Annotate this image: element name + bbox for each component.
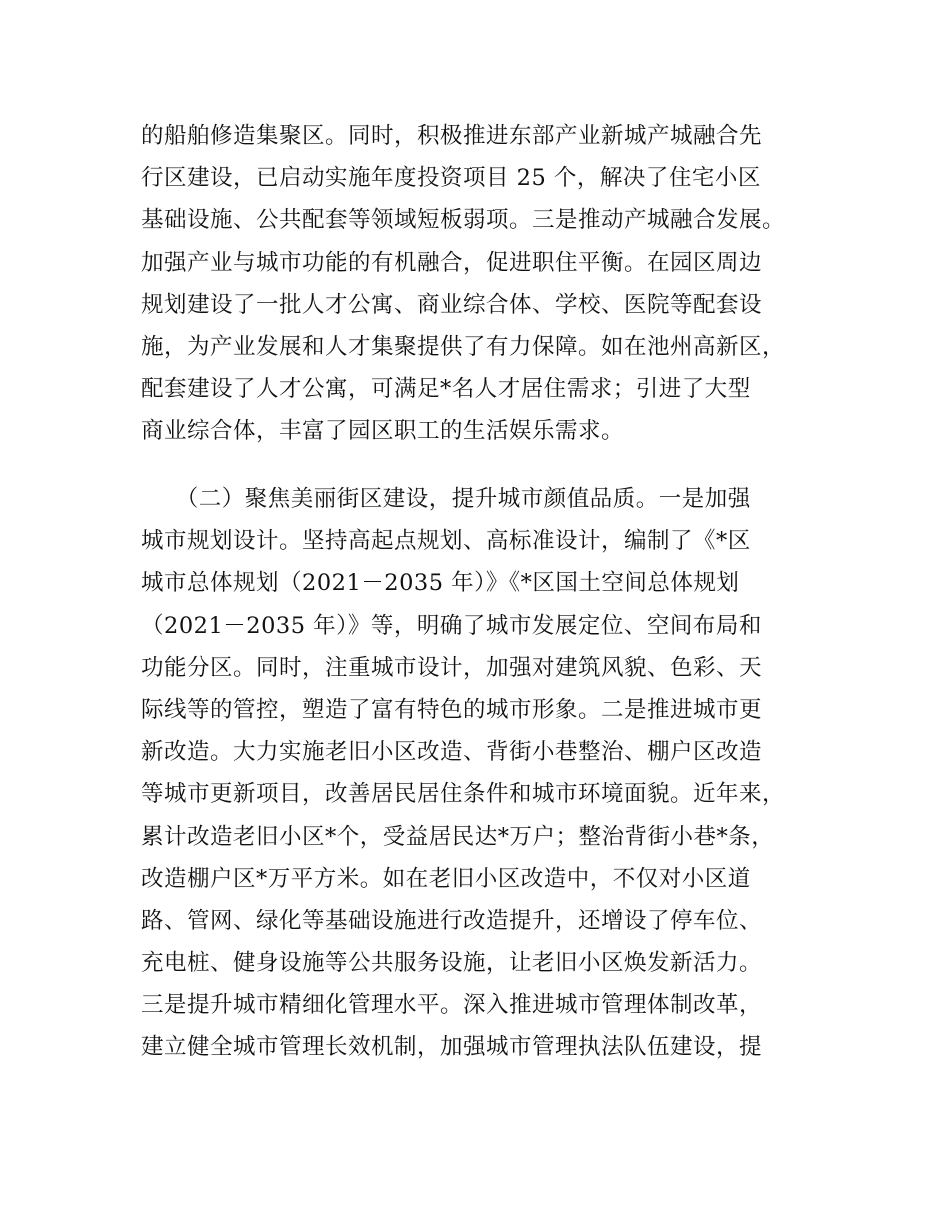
text-line: 城市总体规划（2021－2035 年）》《*区国土空间总体规划 bbox=[141, 570, 740, 597]
text-line: 行区建设，已启动实施年度投资项目 25 个，解决了住宅小区 bbox=[141, 165, 761, 192]
text-line: 的船舶修造集聚区。同时，积极推进东部产业新城产城融合先 bbox=[141, 123, 763, 149]
text-line: 配套建设了人才公寓，可满足*名人才居住需求；引进了大型 bbox=[141, 376, 751, 403]
text-line: 商业综合体，丰富了园区职工的生活娱乐需求。 bbox=[141, 418, 625, 445]
text-line: 施，为产业发展和人才集聚提供了有力保障。如在池州高新区， bbox=[141, 333, 786, 360]
text-line: 改造棚户区*万平方米。如在老旧小区改造中，不仅对小区道 bbox=[141, 865, 751, 892]
text-line: 城市规划设计。坚持高起点规划、高标准设计，编制了《*区 bbox=[141, 528, 751, 555]
text-line: 路、管网、绿化等基础设施进行改造提升，还增设了停车位、 bbox=[141, 907, 763, 934]
text-line: 加强产业与城市功能的有机融合，促进职住平衡。在园区周边 bbox=[141, 249, 763, 276]
text-line: 充电桩、健身设施等公共服务设施，让老旧小区焕发新活力。 bbox=[141, 950, 763, 977]
text-line: 际线等的管控，塑造了富有特色的城市形象。二是推进城市更 bbox=[141, 696, 763, 723]
text-line: 三是提升城市精细化管理水平。深入推进城市管理体制改革， bbox=[141, 992, 763, 1019]
text-line: 等城市更新项目，改善居民居住条件和城市环境面貌。近年来， bbox=[141, 781, 786, 808]
paragraph-2 bbox=[141, 478, 821, 1069]
text-line: 建立健全城市管理长效机制，加强城市管理执法队伍建设，提 bbox=[141, 1034, 763, 1061]
text-line: 规划建设了一批人才公寓、商业综合体、学校、医院等配套设 bbox=[141, 291, 763, 318]
text-line: （二）聚焦美丽街区建设，提升城市颜值品质。一是加强 bbox=[141, 486, 751, 512]
text-line: 功能分区。同时，注重城市设计，加强对建筑风貌、色彩、天 bbox=[141, 654, 763, 681]
text-line: （2021－2035 年）》等，明确了城市发展定位、空间布局和 bbox=[141, 612, 762, 639]
text-line: 新改造。大力实施老旧小区改造、背街小巷整治、棚户区改造 bbox=[141, 739, 763, 766]
paragraph-1 bbox=[141, 115, 821, 453]
text-line: 累计改造老旧小区*个，受益居民达*万户；整治背街小巷*条， bbox=[141, 823, 775, 850]
text-line: 基础设施、公共配套等领域短板弱项。三是推动产城融合发展。 bbox=[141, 207, 786, 234]
